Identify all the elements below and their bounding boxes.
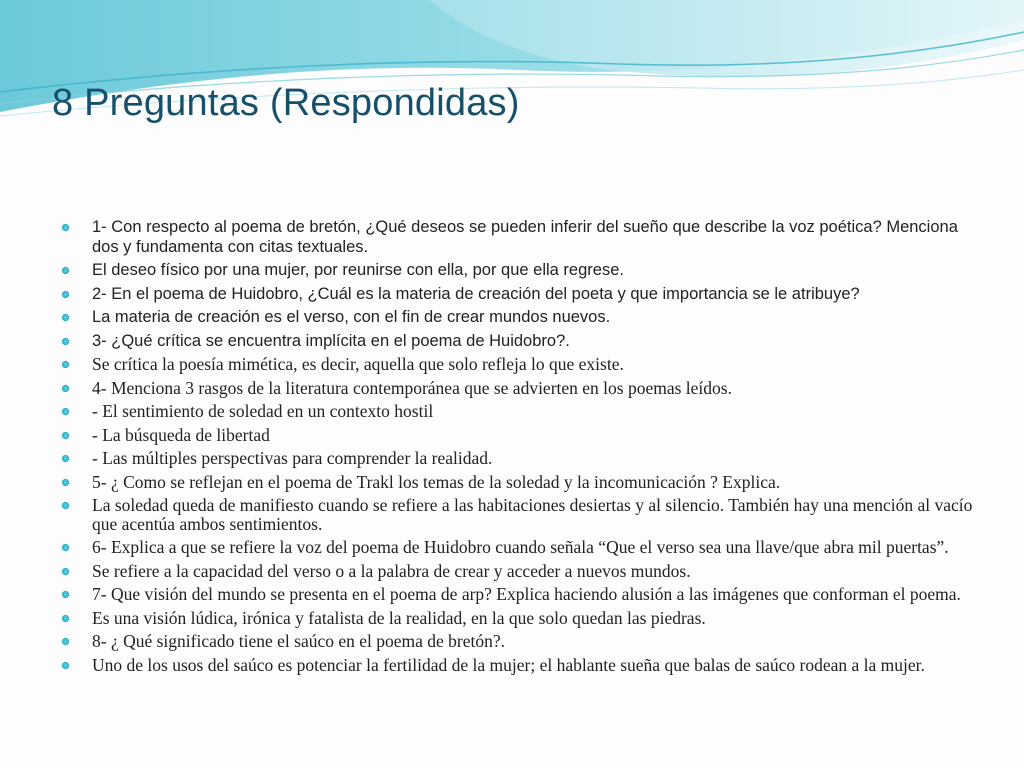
bullet-icon [62, 291, 69, 298]
list-item-text: 8- ¿ Qué significado tiene el saúco en el poema de bretón?. [92, 631, 506, 651]
bullet-icon [62, 314, 69, 321]
bullet-icon [62, 591, 69, 598]
list-item-text: 4- Menciona 3 rasgos de la literatura contemporánea que se advierten en los poemas leídos. [92, 377, 732, 398]
bullet-icon [62, 338, 69, 345]
list-item [62, 285, 982, 305]
bullet-icon [62, 502, 69, 509]
list-item [62, 426, 982, 445]
list-item-text: 6- Explica a que se refiere la voz del poema de Huidobro cuando señala “Que el verso sea una llave/que abra mil puertas”. [92, 537, 949, 557]
list-item-text: 7- Que visión del mundo se presenta en el poema de arp? Explica haciendo alusión a las imágenes que conforman el poema. [92, 584, 961, 604]
list-item [62, 308, 982, 328]
list-item-text: La materia de creación es el verso, con el fin de crear mundos nuevos. [92, 308, 611, 326]
bullet-icon [62, 361, 69, 368]
list-item [62, 562, 982, 581]
bullet-icon [62, 568, 69, 575]
list-item [62, 355, 982, 374]
list-item [62, 379, 982, 398]
list-item-text: Uno de los usos del saúco es potenciar la fertilidad de la mujer; el hablante sueña que balas de saúco rodean a la mujer. [92, 654, 925, 675]
slide-title: 8 Preguntas (Respondidas) [52, 82, 520, 124]
bullet-icon [62, 224, 69, 231]
list-item [62, 261, 982, 281]
list-item-text: - La búsqueda de libertad [92, 424, 270, 445]
list-item [62, 218, 982, 257]
list-item [62, 656, 982, 675]
list-item-text: - El sentimiento de soledad en un contexto hostil [92, 401, 434, 421]
answer-list [62, 218, 982, 679]
list-item-text: El deseo físico por una mujer, por reunirse con ella, por que ella regrese. [92, 261, 624, 279]
list-item-text: Se refiere a la capacidad del verso o a la palabra de crear y acceder a nuevos mundos. [92, 560, 691, 581]
list-item-text: 3- ¿Qué crítica se encuentra implícita en el poema de Huidobro?. [92, 331, 570, 350]
list-item-text: - Las múltiples perspectivas para comprender la realidad. [92, 448, 493, 468]
list-item [62, 538, 982, 557]
list-item [62, 632, 982, 651]
bullet-icon [62, 432, 69, 439]
list-item [62, 609, 982, 628]
list-item [62, 473, 982, 492]
list-item-text: La soledad queda de manifiesto cuando se refiere a las habitaciones desiertas y al silencio. También hay una mención al vacío que acentúa ambos sentimientos. [92, 495, 973, 534]
bullet-icon [62, 662, 69, 669]
list-item [62, 585, 982, 604]
list-item-text: 1- Con respecto al poema de bretón, ¿Qué deseos se pueden inferir del sueño que describe la voz poética? Menciona dos y fundamenta con citas textuales. [92, 218, 958, 256]
bullet-icon [62, 267, 69, 274]
list-item [62, 402, 982, 421]
list-item-text: 2- En el poema de Huidobro, ¿Cuál es la materia de creación del poeta y que importancia se le atribuye? [92, 284, 860, 303]
bullet-icon [62, 544, 69, 551]
list-item [62, 332, 982, 352]
bullet-icon [62, 479, 69, 486]
bullet-icon [62, 638, 69, 645]
bullet-icon [62, 615, 69, 622]
list-item-text: Es una visión lúdica, irónica y fatalista de la realidad, en la que solo quedan las piedras. [92, 607, 706, 628]
list-item-text: Se crítica la poesía mimética, es decir, aquella que solo refleja lo que existe. [92, 354, 624, 374]
list-item-text: 5- ¿ Como se reflejan en el poema de Trakl los temas de la soledad y la incomunicación ? Explica. [92, 471, 781, 492]
bullet-icon [62, 408, 69, 415]
list-item [62, 449, 982, 468]
bullet-icon [62, 455, 69, 462]
bullet-icon [62, 385, 69, 392]
list-item [62, 496, 982, 533]
